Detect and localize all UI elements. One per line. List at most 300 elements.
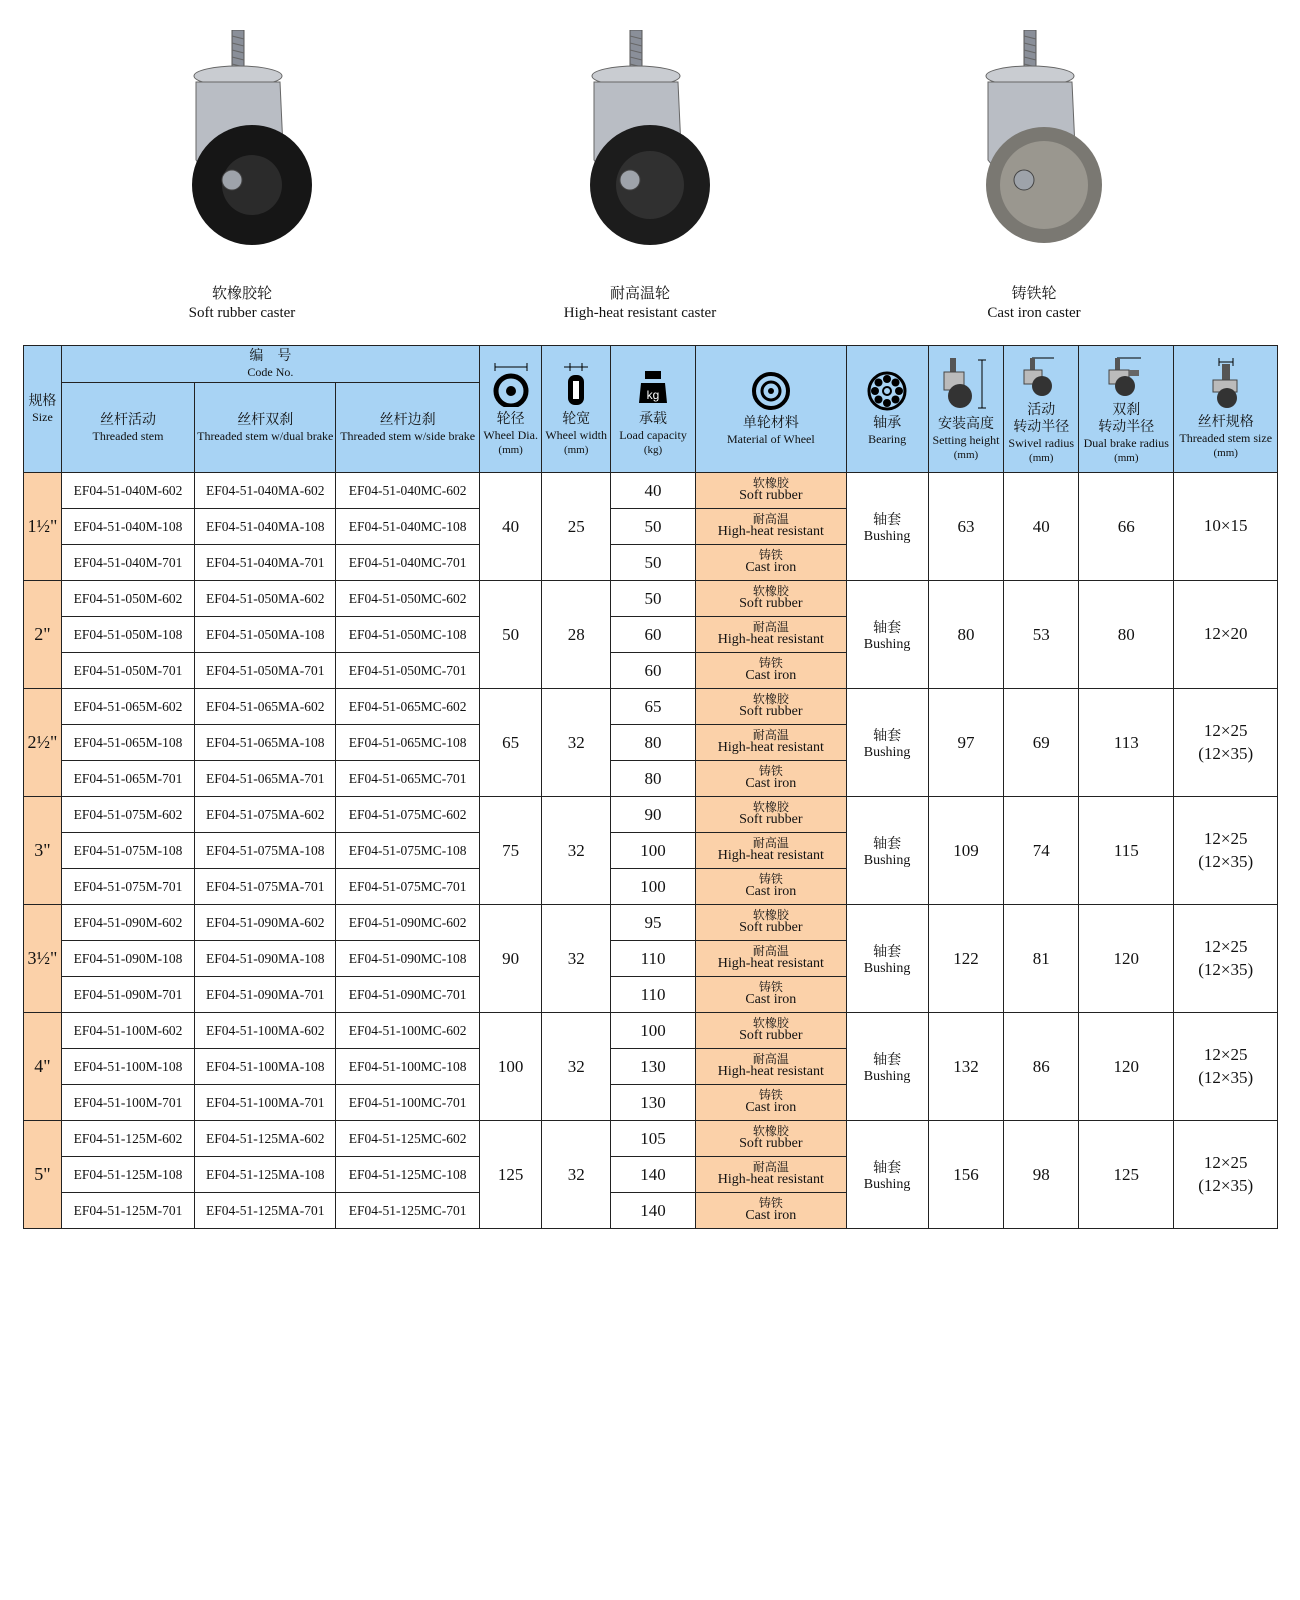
threaded-stem-size-icon	[1203, 358, 1249, 410]
material-en: High-heat resistant	[717, 524, 824, 540]
stem-size-cell	[1174, 473, 1278, 581]
code-dual-brake: EF04-51-075MA-602	[195, 797, 336, 833]
stem-size-cell	[1174, 797, 1278, 905]
size-cell: 5"	[24, 1121, 62, 1229]
code-threaded-stem: EF04-51-065M-701	[61, 761, 194, 797]
wheel-width-cell: 32	[542, 1121, 611, 1229]
code-side-brake: EF04-51-040MC-701	[336, 545, 479, 581]
header-material	[696, 346, 847, 473]
bearing-cn: 轴套	[873, 835, 902, 852]
wheel-width-cell: 32	[542, 797, 611, 905]
material-cell	[696, 869, 847, 905]
code-side-brake: EF04-51-125MC-108	[336, 1157, 479, 1193]
code-dual-brake: EF04-51-090MA-602	[195, 905, 336, 941]
code-side-brake: EF04-51-040MC-108	[336, 509, 479, 545]
material-cell	[696, 977, 847, 1013]
material-cell	[696, 833, 847, 869]
material-en: Cast iron	[745, 668, 797, 684]
product-name-cn: 铸铁轮	[1011, 284, 1057, 302]
material-en: High-heat resistant	[717, 632, 824, 648]
header-bearing-cn: 轴承	[873, 415, 902, 432]
code-dual-brake: EF04-51-065MA-108	[195, 725, 336, 761]
code-dual-brake: EF04-51-100MA-701	[195, 1085, 336, 1121]
header-threaded-stem-en: Threaded stem	[92, 428, 164, 443]
load-cell: 100	[611, 869, 696, 905]
header-dual-brake-cn: 丝杆双刹	[237, 411, 294, 428]
header-setting-height-cn: 安装高度	[937, 415, 994, 432]
header-dual-brake-radius	[1079, 346, 1174, 473]
dual-brake-radius-cell: 66	[1079, 473, 1174, 581]
material-en: Soft rubber	[739, 1136, 803, 1152]
code-side-brake: EF04-51-125MC-602	[336, 1121, 479, 1157]
material-cell	[696, 1193, 847, 1229]
load-cell: 60	[611, 617, 696, 653]
bearing-en: Bushing	[863, 636, 911, 652]
code-side-brake: EF04-51-075MC-602	[336, 797, 479, 833]
product-name-en: Cast iron caster	[987, 305, 1081, 321]
size-cell: 2½"	[24, 689, 62, 797]
code-dual-brake: EF04-51-125MA-701	[195, 1193, 336, 1229]
load-cell: 140	[611, 1193, 696, 1229]
dual-brake-radius-icon	[1103, 352, 1149, 398]
code-threaded-stem: EF04-51-100M-108	[61, 1049, 194, 1085]
header-stem-size-en: Threaded stem size	[1179, 430, 1273, 445]
load-cell: 40	[611, 473, 696, 509]
code-dual-brake: EF04-51-050MA-701	[195, 653, 336, 689]
load-cell: 130	[611, 1085, 696, 1121]
material-cell	[696, 797, 847, 833]
code-side-brake: EF04-51-065MC-701	[336, 761, 479, 797]
material-cell	[696, 905, 847, 941]
product-name-cn: 耐高温轮	[609, 284, 670, 302]
size-cell: 1½"	[24, 473, 62, 581]
stem-size-value: 10×15	[1203, 516, 1248, 536]
material-en: High-heat resistant	[717, 1064, 824, 1080]
bearing-cn: 轴套	[873, 1159, 902, 1176]
wheel-dia-cell: 40	[479, 473, 541, 581]
code-side-brake: EF04-51-050MC-108	[336, 617, 479, 653]
header-size-cn: 规格	[28, 393, 57, 410]
bearing-cell	[846, 689, 928, 797]
load-cell: 50	[611, 581, 696, 617]
table-row	[24, 689, 1278, 725]
material-cell	[696, 581, 847, 617]
code-dual-brake: EF04-51-090MA-701	[195, 977, 336, 1013]
material-en: Soft rubber	[739, 596, 803, 612]
material-cell	[696, 545, 847, 581]
wheel-width-cell: 32	[542, 689, 611, 797]
load-cell: 50	[611, 509, 696, 545]
stem-size-value: 12×25	[1203, 1044, 1248, 1064]
header-wheel-width-cn: 轮宽	[562, 410, 591, 427]
bearing-cell	[846, 797, 928, 905]
code-threaded-stem: EF04-51-090M-108	[61, 941, 194, 977]
material-cn: 铸铁	[758, 871, 783, 886]
material-cn: 软橡胶	[752, 475, 789, 490]
wheel-width-cell: 32	[542, 905, 611, 1013]
material-en: Cast iron	[745, 884, 797, 900]
code-side-brake: EF04-51-100MC-602	[336, 1013, 479, 1049]
code-side-brake: EF04-51-075MC-108	[336, 833, 479, 869]
bearing-en: Bushing	[863, 1068, 911, 1084]
code-side-brake: EF04-51-065MC-108	[336, 725, 479, 761]
dual-brake-radius-cell: 113	[1079, 689, 1174, 797]
header-load-unit: (kg)	[643, 444, 663, 456]
wheel-dia-cell: 90	[479, 905, 541, 1013]
material-en: Soft rubber	[739, 920, 803, 936]
load-cell: 95	[611, 905, 696, 941]
header-stem-size	[1174, 346, 1278, 473]
wheel-dia-cell: 100	[479, 1013, 541, 1121]
material-en: High-heat resistant	[717, 956, 824, 972]
swivel-radius-cell: 40	[1004, 473, 1079, 581]
size-cell: 4"	[24, 1013, 62, 1121]
material-cell	[696, 1121, 847, 1157]
bearing-en: Bushing	[863, 1176, 911, 1192]
material-cn: 软橡胶	[752, 583, 789, 598]
code-side-brake: EF04-51-100MC-701	[336, 1085, 479, 1121]
header-stem-size-unit: (mm)	[1213, 447, 1238, 459]
code-side-brake: EF04-51-065MC-602	[336, 689, 479, 725]
header-swivel-radius-cn2: 转动半径	[1013, 419, 1070, 436]
material-cn: 铸铁	[758, 1087, 783, 1102]
material-en: Soft rubber	[739, 488, 803, 504]
bearing-cn: 轴套	[873, 727, 902, 744]
code-threaded-stem: EF04-51-090M-602	[61, 905, 194, 941]
bearing-en: Bushing	[863, 744, 911, 760]
setting-height-cell: 132	[928, 1013, 1004, 1121]
code-dual-brake: EF04-51-065MA-701	[195, 761, 336, 797]
code-threaded-stem: EF04-51-040M-108	[61, 509, 194, 545]
header-material-en: Material of Wheel	[726, 432, 815, 447]
code-dual-brake: EF04-51-075MA-108	[195, 833, 336, 869]
product-high-heat	[490, 30, 790, 322]
code-side-brake: EF04-51-040MC-602	[336, 473, 479, 509]
code-dual-brake: EF04-51-075MA-701	[195, 869, 336, 905]
material-en: Cast iron	[745, 1208, 797, 1224]
material-cn: 铸铁	[758, 547, 783, 562]
header-code-cn: 编 号	[249, 348, 292, 365]
load-cell: 100	[611, 833, 696, 869]
material-cell	[696, 761, 847, 797]
code-threaded-stem: EF04-51-050M-602	[61, 581, 194, 617]
header-setting-height-en: Setting height	[932, 432, 1000, 447]
load-cell: 50	[611, 545, 696, 581]
swivel-radius-cell: 86	[1004, 1013, 1079, 1121]
code-dual-brake: EF04-51-125MA-602	[195, 1121, 336, 1157]
code-threaded-stem: EF04-51-065M-602	[61, 689, 194, 725]
load-weight-icon	[633, 361, 673, 407]
product-name-en: High-heat resistant caster	[563, 305, 717, 321]
table-row	[24, 797, 1278, 833]
dual-brake-radius-cell: 115	[1079, 797, 1174, 905]
code-threaded-stem: EF04-51-050M-108	[61, 617, 194, 653]
material-cell	[696, 653, 847, 689]
header-dual-brake-en: Threaded stem w/dual brake	[197, 428, 334, 443]
size-cell: 3½"	[24, 905, 62, 1013]
bearing-icon	[867, 371, 907, 411]
code-threaded-stem: EF04-51-040M-701	[61, 545, 194, 581]
wheel-width-cell: 25	[542, 473, 611, 581]
header-wheel-dia-cn: 轮径	[496, 410, 525, 427]
spec-table	[23, 345, 1278, 1229]
table-row	[24, 1121, 1278, 1157]
code-dual-brake: EF04-51-050MA-602	[195, 581, 336, 617]
dual-brake-radius-cell: 120	[1079, 905, 1174, 1013]
stem-size-cell	[1174, 581, 1278, 689]
swivel-radius-cell: 74	[1004, 797, 1079, 905]
size-cell: 3"	[24, 797, 62, 905]
material-cell	[696, 509, 847, 545]
header-code-en: Code No.	[247, 365, 294, 380]
header-material-cn: 单轮材料	[742, 415, 799, 432]
table-body	[24, 473, 1278, 1229]
svg-text:kg: kg	[646, 387, 660, 402]
header-wheel-width	[542, 346, 611, 473]
material-cn: 软橡胶	[752, 907, 789, 922]
material-cn: 软橡胶	[752, 691, 789, 706]
stem-size-value: 12×20	[1203, 624, 1248, 644]
bearing-cell	[846, 1013, 928, 1121]
code-dual-brake: EF04-51-050MA-108	[195, 617, 336, 653]
header-dual-brake-radius-cn1: 双刹	[1112, 402, 1141, 419]
header-size	[24, 346, 62, 473]
material-cell	[696, 1157, 847, 1193]
wheel-width-icon	[556, 361, 596, 407]
high-heat-caster-image	[570, 30, 710, 260]
header-swivel-radius-en: Swivel radius	[1008, 436, 1075, 450]
header-load-cn: 承载	[639, 410, 668, 427]
stem-size-value: (12×35)	[1198, 1067, 1254, 1087]
wheel-width-cell: 28	[542, 581, 611, 689]
load-cell: 140	[611, 1157, 696, 1193]
stem-size-value: (12×35)	[1198, 743, 1254, 763]
material-cn: 铸铁	[758, 1195, 783, 1210]
code-threaded-stem: EF04-51-100M-701	[61, 1085, 194, 1121]
wheel-material-icon	[751, 371, 791, 411]
material-en: Cast iron	[745, 560, 797, 576]
header-bearing-en: Bearing	[868, 432, 907, 447]
material-en: Soft rubber	[739, 704, 803, 720]
header-wheel-dia	[479, 346, 541, 473]
code-side-brake: EF04-51-090MC-701	[336, 977, 479, 1013]
bearing-en: Bushing	[863, 852, 911, 868]
bearing-cn: 轴套	[873, 619, 902, 636]
material-cn: 耐高温	[752, 943, 789, 958]
code-dual-brake: EF04-51-040MA-602	[195, 473, 336, 509]
stem-size-value: 12×25	[1203, 720, 1248, 740]
header-load-en: Load capacity	[619, 427, 687, 442]
material-cn: 软橡胶	[752, 1015, 789, 1030]
material-cn: 耐高温	[752, 1051, 789, 1066]
dual-brake-radius-cell: 125	[1079, 1121, 1174, 1229]
code-side-brake: EF04-51-050MC-602	[336, 581, 479, 617]
swivel-radius-cell: 98	[1004, 1121, 1079, 1229]
material-cn: 铸铁	[758, 763, 783, 778]
code-dual-brake: EF04-51-090MA-108	[195, 941, 336, 977]
material-en: Cast iron	[745, 776, 797, 792]
swivel-radius-cell: 53	[1004, 581, 1079, 689]
code-dual-brake: EF04-51-100MA-602	[195, 1013, 336, 1049]
material-cn: 耐高温	[752, 511, 789, 526]
wheel-dia-cell: 125	[479, 1121, 541, 1229]
bearing-en: Bushing	[863, 528, 911, 544]
header-swivel-radius-cn1: 活动	[1027, 402, 1056, 419]
wheel-dia-cell: 75	[479, 797, 541, 905]
stem-size-value: 12×25	[1203, 828, 1248, 848]
swivel-radius-cell: 81	[1004, 905, 1079, 1013]
load-cell: 130	[611, 1049, 696, 1085]
header-dual-brake-radius-en: Dual brake radius	[1083, 436, 1169, 450]
material-cell	[696, 617, 847, 653]
material-cell	[696, 473, 847, 509]
code-threaded-stem: EF04-51-100M-602	[61, 1013, 194, 1049]
wheel-width-cell: 32	[542, 1013, 611, 1121]
setting-height-icon	[938, 356, 994, 412]
code-side-brake: EF04-51-100MC-108	[336, 1049, 479, 1085]
setting-height-cell: 109	[928, 797, 1004, 905]
product-cast-iron	[884, 30, 1184, 322]
code-dual-brake: EF04-51-100MA-108	[195, 1049, 336, 1085]
dual-brake-radius-cell: 80	[1079, 581, 1174, 689]
table-row	[24, 581, 1278, 617]
code-dual-brake: EF04-51-040MA-701	[195, 545, 336, 581]
bearing-cell	[846, 473, 928, 581]
swivel-radius-cell: 69	[1004, 689, 1079, 797]
header-size-en: Size	[32, 410, 53, 425]
header-setting-height	[928, 346, 1004, 473]
material-cn: 耐高温	[752, 619, 789, 634]
bearing-cell	[846, 1121, 928, 1229]
load-cell: 100	[611, 1013, 696, 1049]
material-cn: 铸铁	[758, 979, 783, 994]
product-soft-rubber	[92, 30, 392, 322]
material-cn: 耐高温	[752, 1159, 789, 1174]
bearing-cell	[846, 905, 928, 1013]
header-swivel-radius-unit: (mm)	[1029, 452, 1054, 465]
stem-size-cell	[1174, 1121, 1278, 1229]
code-threaded-stem: EF04-51-125M-602	[61, 1121, 194, 1157]
load-cell: 105	[611, 1121, 696, 1157]
header-setting-height-unit: (mm)	[953, 449, 979, 461]
header-swivel-radius	[1004, 346, 1079, 473]
bearing-en: Bushing	[863, 960, 911, 976]
wheel-dia-cell: 50	[479, 581, 541, 689]
product-gallery	[0, 0, 1300, 340]
material-cell	[696, 689, 847, 725]
code-threaded-stem: EF04-51-125M-701	[61, 1193, 194, 1229]
load-cell: 60	[611, 653, 696, 689]
soft-rubber-caster-image	[172, 30, 312, 260]
stem-size-cell	[1174, 1013, 1278, 1121]
setting-height-cell: 97	[928, 689, 1004, 797]
header-load	[611, 346, 696, 473]
header-wheel-width-en: Wheel width	[545, 427, 608, 442]
code-dual-brake: EF04-51-065MA-602	[195, 689, 336, 725]
product-name-cn: 软橡胶轮	[211, 284, 272, 302]
code-side-brake: EF04-51-125MC-701	[336, 1193, 479, 1229]
code-threaded-stem: EF04-51-125M-108	[61, 1157, 194, 1193]
setting-height-cell: 156	[928, 1121, 1004, 1229]
material-en: High-heat resistant	[717, 740, 824, 756]
code-threaded-stem: EF04-51-075M-602	[61, 797, 194, 833]
table-row	[24, 473, 1278, 509]
size-cell: 2"	[24, 581, 62, 689]
cast-iron-caster-image	[964, 30, 1104, 260]
code-threaded-stem: EF04-51-090M-701	[61, 977, 194, 1013]
material-cell	[696, 1013, 847, 1049]
setting-height-cell: 80	[928, 581, 1004, 689]
header-dual-brake	[195, 383, 336, 473]
code-side-brake: EF04-51-090MC-108	[336, 941, 479, 977]
load-cell: 80	[611, 725, 696, 761]
code-dual-brake: EF04-51-040MA-108	[195, 509, 336, 545]
load-cell: 65	[611, 689, 696, 725]
stem-size-value: (12×35)	[1198, 851, 1254, 871]
stem-size-value: 12×25	[1203, 936, 1248, 956]
header-wheel-width-unit: (mm)	[563, 444, 589, 456]
table-row	[24, 905, 1278, 941]
header-wheel-dia-unit: (mm)	[498, 444, 523, 456]
material-en: Cast iron	[745, 1100, 797, 1116]
header-bearing	[846, 346, 928, 473]
stem-size-value: 12×25	[1203, 1152, 1248, 1172]
code-threaded-stem: EF04-51-075M-108	[61, 833, 194, 869]
load-cell: 110	[611, 977, 696, 1013]
material-cn: 软橡胶	[752, 1123, 789, 1138]
bearing-cn: 轴套	[873, 511, 902, 528]
material-cell	[696, 941, 847, 977]
code-side-brake: EF04-51-075MC-701	[336, 869, 479, 905]
stem-size-cell	[1174, 689, 1278, 797]
bearing-cell	[846, 581, 928, 689]
material-cell	[696, 1085, 847, 1121]
material-en: Soft rubber	[739, 1028, 803, 1044]
load-cell: 110	[611, 941, 696, 977]
header-wheel-dia-en: Wheel Dia.	[483, 427, 538, 442]
material-en: High-heat resistant	[717, 1172, 824, 1188]
header-dual-brake-radius-unit: (mm)	[1114, 452, 1139, 465]
material-cn: 软橡胶	[752, 799, 789, 814]
load-cell: 90	[611, 797, 696, 833]
header-side-brake-en: Threaded stem w/side brake	[340, 428, 476, 443]
stem-size-value: (12×35)	[1198, 1175, 1254, 1195]
swivel-radius-icon	[1018, 352, 1064, 398]
header-dual-brake-radius-cn2: 转动半径	[1098, 419, 1155, 436]
code-threaded-stem: EF04-51-065M-108	[61, 725, 194, 761]
header-side-brake-cn: 丝杆边刹	[379, 411, 436, 428]
header-side-brake	[336, 383, 479, 473]
material-cn: 耐高温	[752, 727, 789, 742]
material-en: High-heat resistant	[717, 848, 824, 864]
bearing-cn: 轴套	[873, 943, 902, 960]
material-cell	[696, 1049, 847, 1085]
stem-size-cell	[1174, 905, 1278, 1013]
setting-height-cell: 122	[928, 905, 1004, 1013]
wheel-diameter-icon	[491, 361, 531, 407]
material-en: Cast iron	[745, 992, 797, 1008]
header-threaded-stem-cn: 丝杆活动	[99, 411, 156, 428]
table-row	[24, 1013, 1278, 1049]
code-side-brake: EF04-51-050MC-701	[336, 653, 479, 689]
setting-height-cell: 63	[928, 473, 1004, 581]
material-cn: 铸铁	[758, 655, 783, 670]
stem-size-value: (12×35)	[1198, 959, 1254, 979]
code-threaded-stem: EF04-51-040M-602	[61, 473, 194, 509]
dual-brake-radius-cell: 120	[1079, 1013, 1174, 1121]
product-name-en: Soft rubber caster	[188, 305, 296, 321]
header-code	[61, 346, 479, 383]
